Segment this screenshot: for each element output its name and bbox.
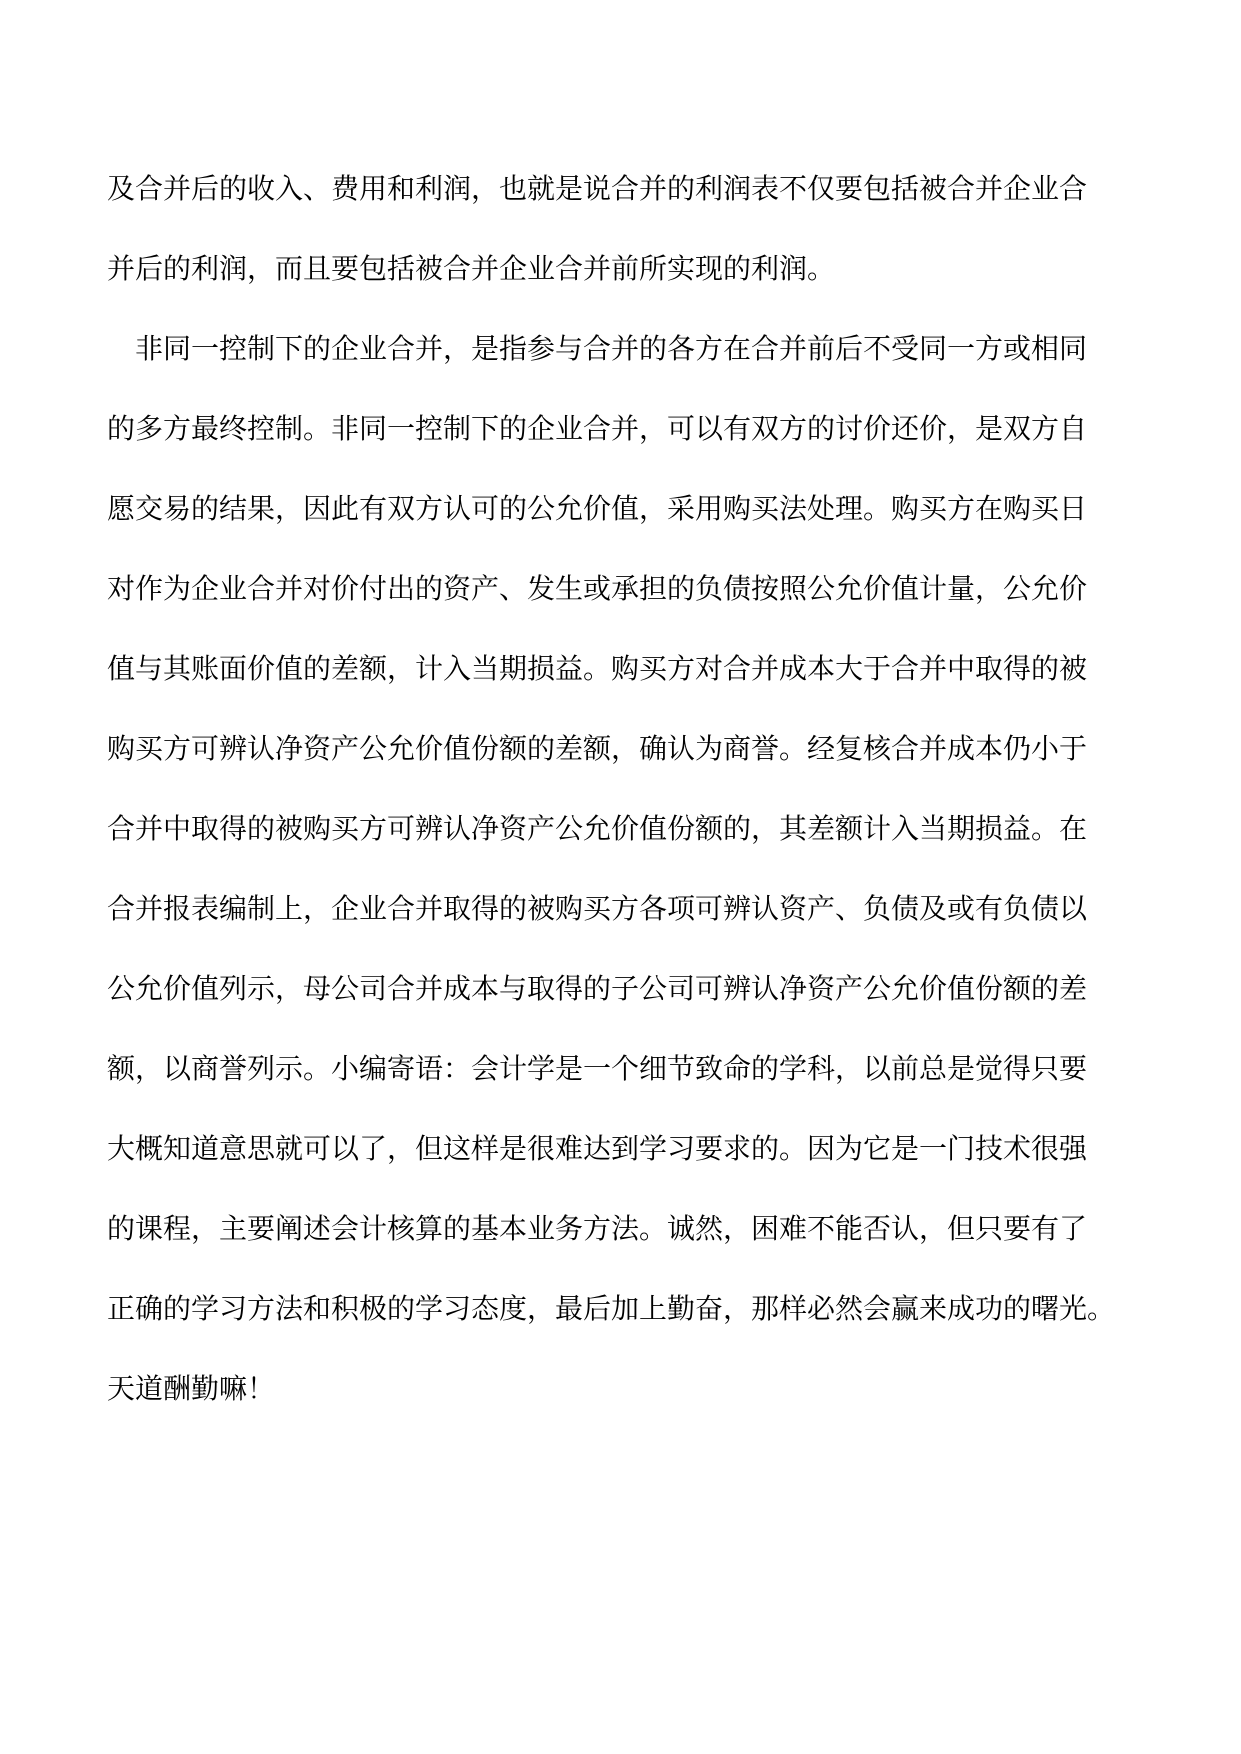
- text-line: 公允价值列示，母公司合并成本与取得的子公司可辨认净资产公允价值份额的差: [107, 972, 1088, 1005]
- text-line: 购买方可辨认净资产公允价值份额的差额，确认为商誉。经复核合并成本仍小于: [107, 732, 1088, 765]
- text-line: 天道酬勤嘛！: [107, 1372, 276, 1405]
- text-line: 的课程，主要阐述会计核算的基本业务方法。诚然，困难不能否认，但只要有了: [107, 1212, 1088, 1245]
- text-line: 大概知道意思就可以了，但这样是很难达到学习要求的。因为它是一门技术很强: [107, 1132, 1088, 1165]
- text-line: 愿交易的结果，因此有双方认可的公允价值，采用购买法处理。购买方在购买日: [107, 492, 1088, 525]
- body-text: [107, 162, 1147, 1442]
- text-line: 及合并后的收入、费用和利润，也就是说合并的利润表不仅要包括被合并企业合: [107, 172, 1088, 205]
- paragraph-start-line: 非同一控制下的企业合并，是指参与合并的各方在合并前后不受同一方或相同: [135, 332, 1088, 365]
- text-line: 的多方最终控制。非同一控制下的企业合并，可以有双方的讨价还价，是双方自: [107, 412, 1088, 445]
- text-line: 对作为企业合并对价付出的资产、发生或承担的负债按照公允价值计量，公允价: [107, 572, 1088, 605]
- text-line: 并后的利润，而且要包括被合并企业合并前所实现的利润。: [107, 252, 836, 285]
- text-line: 合并中取得的被购买方可辨认净资产公允价值份额的，其差额计入当期损益。在: [107, 812, 1088, 845]
- text-line: 合并报表编制上，企业合并取得的被购买方各项可辨认资产、负债及或有负债以: [107, 892, 1088, 925]
- text-line: 额，以商誉列示。小编寄语：会计学是一个细节致命的学科，以前总是觉得只要: [107, 1052, 1088, 1085]
- text-line: 值与其账面价值的差额，计入当期损益。购买方对合并成本大于合并中取得的被: [107, 652, 1088, 685]
- text-line: 正确的学习方法和积极的学习态度，最后加上勤奋，那样必然会赢来成功的曙光。: [107, 1292, 1116, 1325]
